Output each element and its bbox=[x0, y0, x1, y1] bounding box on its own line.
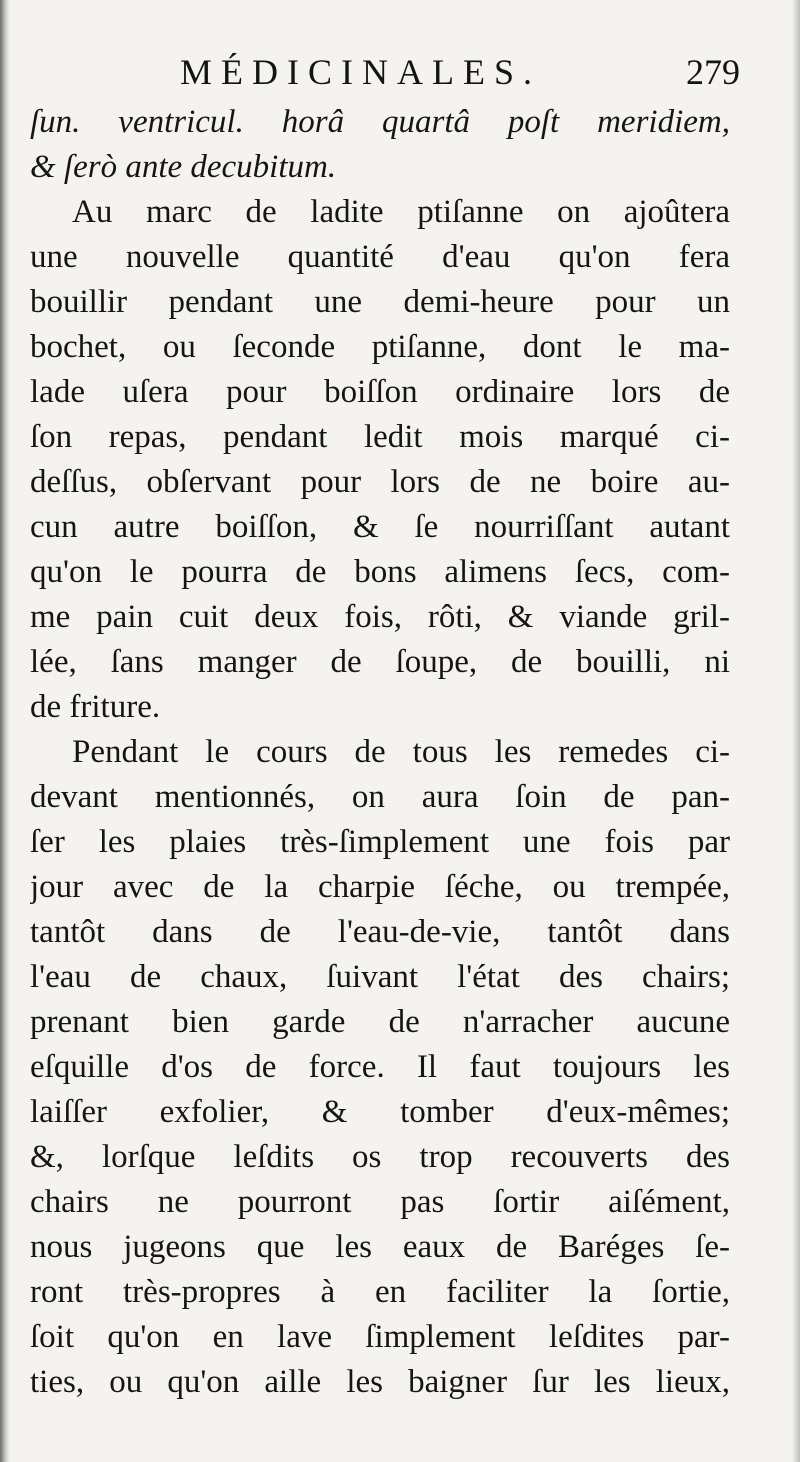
text-line: laiſſer exfolier, & tomber d'eux-mêmes; bbox=[30, 1094, 730, 1130]
text-line: ſer les plaies très-ſimplement une fois par bbox=[30, 824, 730, 860]
text-line: qu'on le pourra de bons alimens ſecs, com- bbox=[30, 554, 730, 590]
text-line: une nouvelle quantité d'eau qu'on fera bbox=[30, 239, 730, 275]
page-header bbox=[180, 48, 740, 96]
text-line: deſſus, obſervant pour lors de ne boire au- bbox=[30, 464, 730, 500]
text-line: Pendant le cours de tous les remedes ci- bbox=[72, 734, 730, 770]
text-line: jour avec de la charpie ſéche, ou trempée, bbox=[30, 869, 730, 905]
text-line: l'eau de chaux, ſuivant l'état des chairs; bbox=[30, 959, 730, 995]
text-line: bochet, ou ſeconde ptiſanne, dont le ma- bbox=[30, 329, 730, 365]
paragraph-plaies bbox=[30, 730, 730, 1405]
text-line: cun autre boiſſon, & ſe nourriſſant autant bbox=[30, 509, 730, 545]
page-number: 279 bbox=[686, 52, 740, 92]
paragraph-ptisanne bbox=[30, 190, 730, 730]
text-line: lée, ſans manger de ſoupe, de bouilli, ni bbox=[30, 644, 730, 680]
text-line: & ſerò ante decubitum. bbox=[30, 149, 337, 185]
text-line: ſun. ventricul. horâ quartâ poſt meridiem, bbox=[30, 104, 730, 140]
text-line: Au marc de ladite ptiſanne on ajoûtera bbox=[72, 194, 730, 230]
text-line: &, lorſque leſdits os trop recouverts des bbox=[30, 1139, 730, 1175]
text-line: lade uſera pour boiſſon ordinaire lors de bbox=[30, 374, 730, 410]
text-line: ties, ou qu'on aille les baigner ſur les lieux, bbox=[30, 1364, 730, 1400]
text-line: bouillir pendant une demi-heure pour un bbox=[30, 284, 730, 320]
text-line: eſquille d'os de force. Il faut toujours les bbox=[30, 1049, 730, 1085]
text-line: tantôt dans de l'eau-de-vie, tantôt dans bbox=[30, 914, 730, 950]
text-line: me pain cuit deux fois, rôti, & viande gril- bbox=[30, 599, 730, 635]
text-line: ſoit qu'on en lave ſimplement leſdites par- bbox=[30, 1319, 730, 1355]
running-title: MÉDICINALES. bbox=[180, 52, 541, 92]
text-line: ront très-propres à en faciliter la ſortie, bbox=[30, 1274, 730, 1310]
text-line: devant mentionnés, on aura ſoin de pan- bbox=[30, 779, 730, 815]
paragraph-latin-continuation bbox=[30, 100, 730, 190]
text-line: nous jugeons que les eaux de Baréges ſe- bbox=[30, 1229, 730, 1265]
text-line: de friture. bbox=[30, 689, 161, 725]
text-line: ſon repas, pendant ledit mois marqué ci- bbox=[30, 419, 730, 455]
text-line: chairs ne pourront pas ſortir aiſément, bbox=[30, 1184, 730, 1220]
body-text bbox=[30, 100, 730, 1405]
text-line: prenant bien garde de n'arracher aucune bbox=[30, 1004, 730, 1040]
